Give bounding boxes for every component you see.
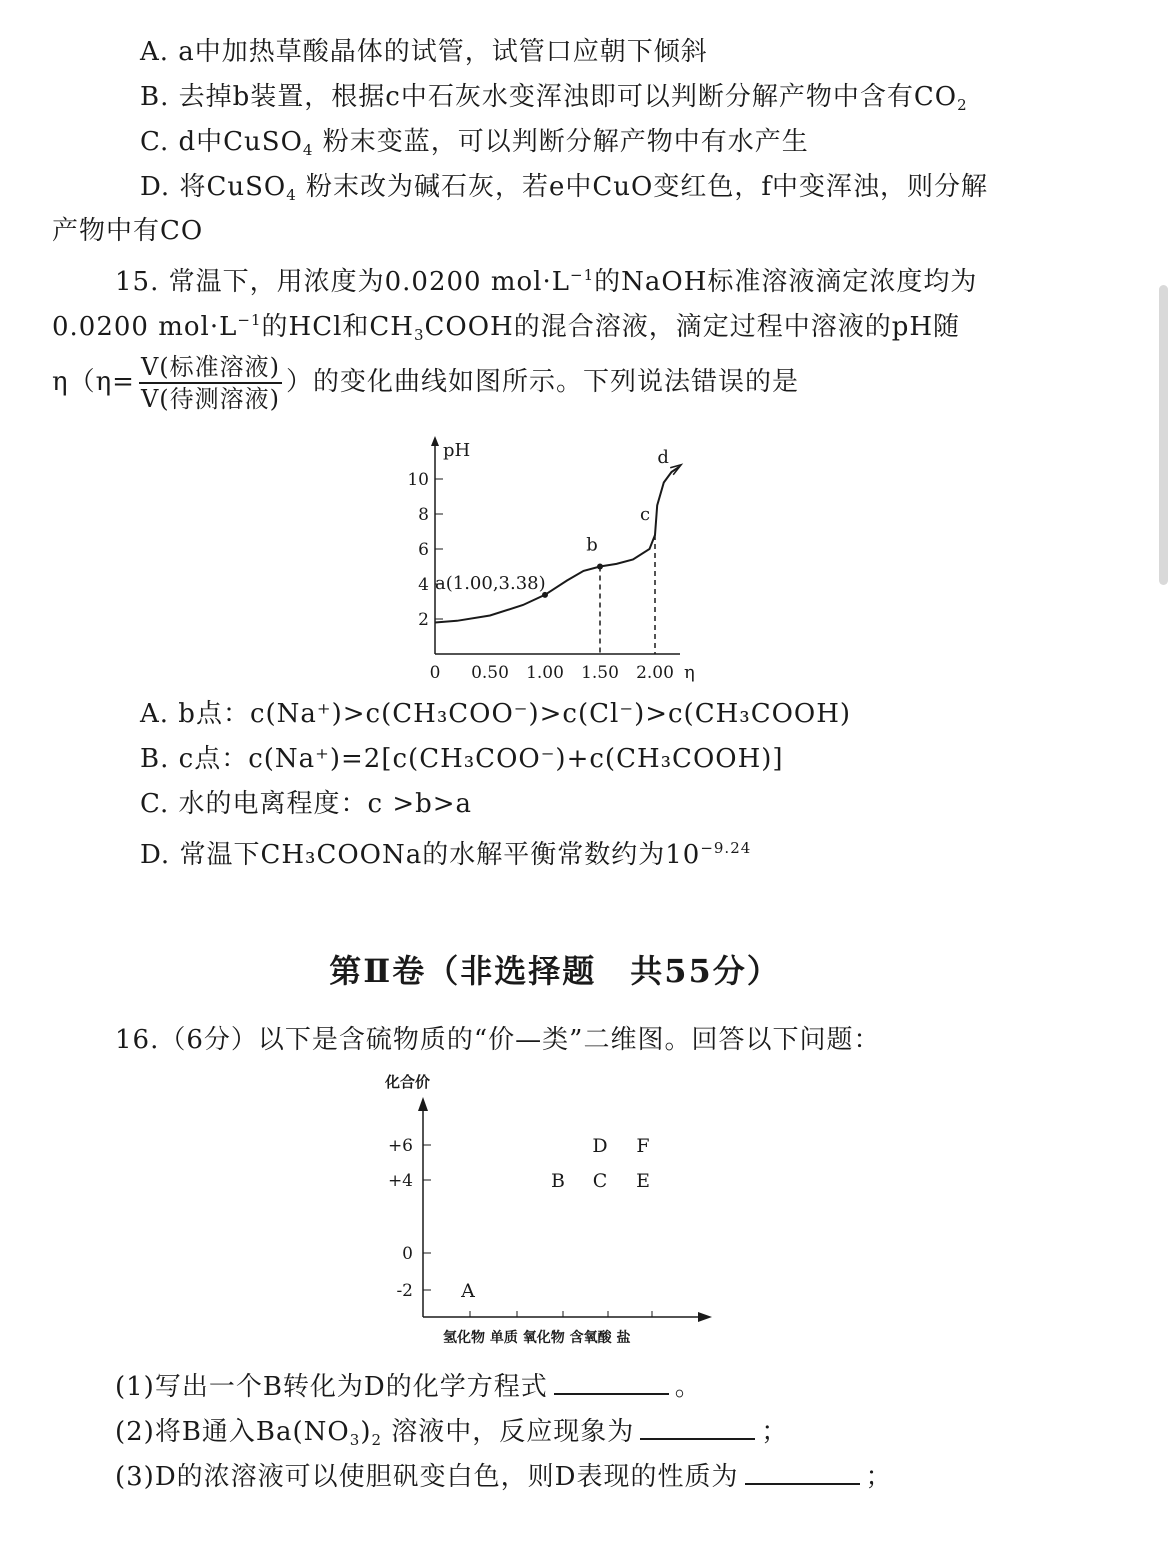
- q15-stem3-text-b: ）的变化曲线如图所示。下列说法错误的是: [286, 367, 800, 397]
- q14-option-a-text: A. a中加热草酸晶体的试管，试管口应朝下倾斜: [140, 37, 708, 67]
- q15-stem-text-b: 的NaOH标准溶液滴定浓度均为: [594, 267, 978, 297]
- q14-option-d-text: D. 将CuSO: [140, 172, 287, 202]
- q15-option-c: [140, 787, 472, 821]
- q15-stem-line3: [52, 352, 799, 414]
- q16-sub2-sub2: 2: [371, 1431, 383, 1449]
- y-tick-label: 2: [418, 610, 429, 630]
- x-tick-label: 1.50: [581, 663, 619, 682]
- x-tick-label: 0: [429, 663, 441, 682]
- y-tick-label: 0: [402, 1244, 413, 1264]
- q15-option-a-text: A. b点：c(Na⁺)>c(CH₃COO⁻)>c(Cl⁻)>c(CH₃COOH): [140, 699, 852, 729]
- y-tick-label: +4: [387, 1171, 413, 1191]
- y-axis-title: 化合价: [385, 1073, 431, 1091]
- q14-option-a: [140, 35, 708, 69]
- data-point-label: a(1.00,3.38): [435, 572, 546, 594]
- q16-sub2-text-c: 溶液中，反应现象为: [382, 1417, 635, 1447]
- fraction-numerator: V(标准溶液): [139, 352, 282, 384]
- y-tick-label: 6: [418, 540, 429, 560]
- q16-stem-text: 16.（6分）以下是含硫物质的“价—类”二维图。回答以下问题：: [115, 1025, 881, 1055]
- q15-option-b: [140, 742, 784, 776]
- q14-option-d-suffix: 粉末改为碱石灰，若e中CuO变红色，f中变浑浊，则分解: [296, 172, 988, 202]
- q15-stem2-sup: −1: [237, 311, 262, 329]
- y-tick-label: 4: [418, 575, 429, 595]
- valence-class-diagram: [380, 1065, 720, 1355]
- q15-option-d-text: D. 常温下CH₃COONa的水解平衡常数约为10: [140, 840, 701, 870]
- q14-option-c: [140, 125, 809, 167]
- q15-stem-line2: [52, 303, 960, 352]
- eta-fraction: [139, 352, 282, 414]
- q14-option-c-suffix: 粉末变蓝，可以判断分解产物中有水产生: [313, 127, 809, 157]
- q14-option-d-continued: [52, 214, 203, 248]
- q14-option-d-cont-text: 产物中有CO: [52, 216, 204, 246]
- q14-option-b-subscript: 2: [957, 96, 968, 114]
- q16-sub2-end: ；: [761, 1417, 789, 1447]
- x-axis-arrow: [698, 1312, 712, 1322]
- y-tick-label: 10: [407, 470, 429, 490]
- diagram-point-label: A: [461, 1280, 475, 1302]
- x-axis-label: η: [684, 662, 695, 682]
- q14-option-d: [140, 170, 988, 212]
- chart-curve: [435, 465, 681, 623]
- answer-blank-2[interactable]: [640, 1416, 755, 1440]
- q16-sub2-sub1: 3: [349, 1431, 361, 1449]
- q16-sub2-text: (2)将B通入Ba(NO: [115, 1417, 350, 1447]
- y-tick-label: -2: [396, 1281, 413, 1301]
- x-tick-label: 1.00: [526, 663, 564, 682]
- diagram-points: [460, 1135, 650, 1302]
- q15-option-d-sup: −9.24: [700, 839, 752, 857]
- diagram-point-label: C: [592, 1170, 608, 1192]
- chart-dashed-lines: [600, 535, 655, 654]
- section-title: 第Ⅱ卷（非选择题 共55分）: [329, 952, 781, 990]
- q15-option-d: [140, 831, 751, 872]
- ph-curve-line: [435, 467, 679, 623]
- answer-blank-1[interactable]: [554, 1371, 669, 1395]
- q15-stem-line1: [115, 258, 977, 299]
- q16-sub1-text: (1)写出一个B转化为D的化学方程式: [115, 1372, 548, 1402]
- q15-stem-text: 15. 常温下，用浓度为0.0200 mol·L: [115, 267, 571, 297]
- q15-stem2-sub: 3: [413, 326, 425, 344]
- q15-option-b-text: B. c点：c(Na⁺)=2[c(CH₃COO⁻)+c(CH₃COOH)]: [140, 744, 784, 774]
- diagram-axes: [384, 1073, 712, 1346]
- diagram-point-label: E: [636, 1170, 650, 1192]
- data-point-label: b: [586, 534, 598, 556]
- q16-stem: [115, 1023, 880, 1057]
- y-tick-label: +6: [387, 1136, 413, 1156]
- q16-sub3-end: ；: [865, 1462, 893, 1492]
- q16-sub2: [115, 1415, 788, 1457]
- titration-ph-chart: [400, 432, 700, 682]
- y-axis-label: pH: [443, 440, 471, 461]
- diagram-point-label: B: [551, 1170, 565, 1192]
- y-tick-label: 8: [418, 505, 429, 525]
- q15-option-c-text: C. 水的电离程度：c >b>a: [140, 789, 473, 819]
- q14-option-c-text: C. d中CuSO: [140, 127, 303, 157]
- diagram-point-label: F: [636, 1135, 650, 1157]
- x-tick-label: 0.50: [471, 663, 509, 682]
- y-axis-arrow: [431, 436, 439, 446]
- x-tick-label: 2.00: [636, 663, 674, 682]
- scrollbar[interactable]: [1159, 285, 1168, 585]
- fraction-denominator: V(待测溶液): [140, 385, 281, 413]
- data-point-marker: [597, 564, 603, 570]
- q16-sub1-end: 。: [674, 1372, 702, 1402]
- q14-option-d-subscript: 4: [286, 186, 297, 204]
- data-point-label: d: [657, 446, 669, 468]
- q14-option-b-text: B. 去掉b装置，根据c中石灰水变浑浊即可以判断分解产物中含有CO: [140, 82, 958, 112]
- answer-blank-3[interactable]: [745, 1461, 860, 1485]
- q15-option-a: [140, 697, 851, 731]
- q15-stem2-text-b: 的HCl和CH: [261, 312, 414, 342]
- q15-stem-sup: −1: [570, 266, 595, 284]
- q14-option-b: [140, 80, 968, 122]
- q16-sub2-paren: ): [360, 1417, 372, 1447]
- q15-stem2-text-c: COOH的混合溶液，滴定过程中溶液的pH随: [424, 312, 961, 342]
- chart-points: [435, 447, 669, 598]
- q16-sub3: [115, 1460, 893, 1494]
- y-axis-arrow: [418, 1097, 428, 1111]
- data-point-label: c: [639, 504, 651, 525]
- q16-sub3-text: (3)D的浓溶液可以使胆矾变白色，则D表现的性质为: [115, 1462, 739, 1492]
- diagram-point-label: D: [592, 1135, 608, 1157]
- q15-stem2-text: 0.0200 mol·L: [52, 312, 238, 342]
- q14-option-c-subscript: 4: [302, 141, 314, 159]
- q16-sub1: [115, 1370, 702, 1404]
- x-axis-categories: 氢化物 单质 氧化物 含氧酸 盐: [443, 1330, 631, 1346]
- q15-stem3-text: η（η=: [52, 367, 135, 397]
